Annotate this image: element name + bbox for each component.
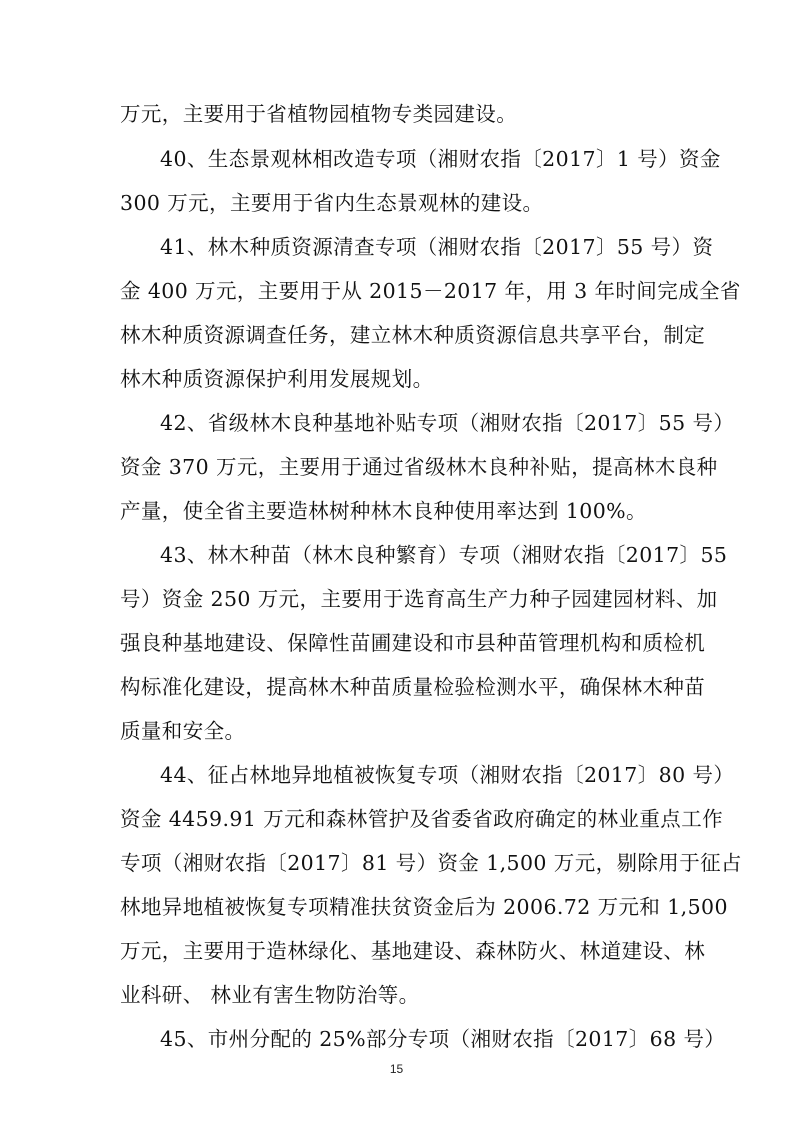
text-line-3: 300 万元，主要用于省内生态景观林的建设。 — [120, 191, 544, 215]
text-line-10: 产量，使全省主要造林树种林木良种使用率达到 100%。 — [120, 499, 647, 523]
text-line-19: 林地异地植被恢复专项精准扶贫资金后为 2006.72 万元和 1,500 — [120, 895, 728, 919]
text-line-1: 万元，主要用于省植物园植物专类园建设。 — [120, 102, 518, 126]
text-line-9: 资金 370 万元，主要用于通过省级林木良种补贴，提高林木良种 — [120, 455, 718, 479]
text-line-22: 45、市州分配的 25%部分专项（湘财农指〔2017〕68 号） — [160, 1027, 726, 1051]
text-line-7: 林木种质资源保护利用发展规划。 — [120, 367, 434, 391]
text-line-14: 构标准化建设，提高林木种苗质量检验检测水平，确保林木种苗 — [120, 675, 706, 699]
page-number: 15 — [389, 1062, 404, 1076]
text-line-13: 强良种基地建设、保障性苗圃建设和市县种苗管理机构和质检机 — [120, 631, 706, 655]
text-line-4: 41、林木种质资源清查专项（湘财农指〔2017〕55 号）资 — [160, 235, 714, 259]
text-line-11: 43、林木种苗（林木良种繁育）专项（湘财农指〔2017〕55 — [160, 543, 728, 567]
text-line-20: 万元，主要用于造林绿化、基地建设、森林防火、林道建设、林 — [120, 939, 706, 963]
text-line-5: 金 400 万元，主要用于从 2015－2017 年，用 3 年时间完成全省 — [120, 279, 741, 303]
text-line-15: 质量和安全。 — [120, 719, 246, 743]
text-line-6: 林木种质资源调查任务，建立林木种质资源信息共享平台，制定 — [120, 323, 706, 347]
text-line-21: 业科研、 林业有害生物防治等。 — [120, 983, 420, 1007]
text-line-16: 44、征占林地异地植被恢复专项（湘财农指〔2017〕80 号） — [160, 763, 735, 787]
text-line-18: 专项（湘财农指〔2017〕81 号）资金 1,500 万元，剔除用于征占 — [120, 851, 742, 875]
text-line-12: 号）资金 250 万元，主要用于选育高生产力种子园建园材料、加 — [120, 587, 718, 611]
text-line-17: 资金 4459.91 万元和森林管护及省委省政府确定的林业重点工作 — [120, 807, 724, 831]
text-line-8: 42、省级林木良种基地补贴专项（湘财农指〔2017〕55 号） — [160, 411, 735, 435]
text-line-2: 40、生态景观林相改造专项（湘财农指〔2017〕1 号）资金 — [160, 147, 721, 171]
